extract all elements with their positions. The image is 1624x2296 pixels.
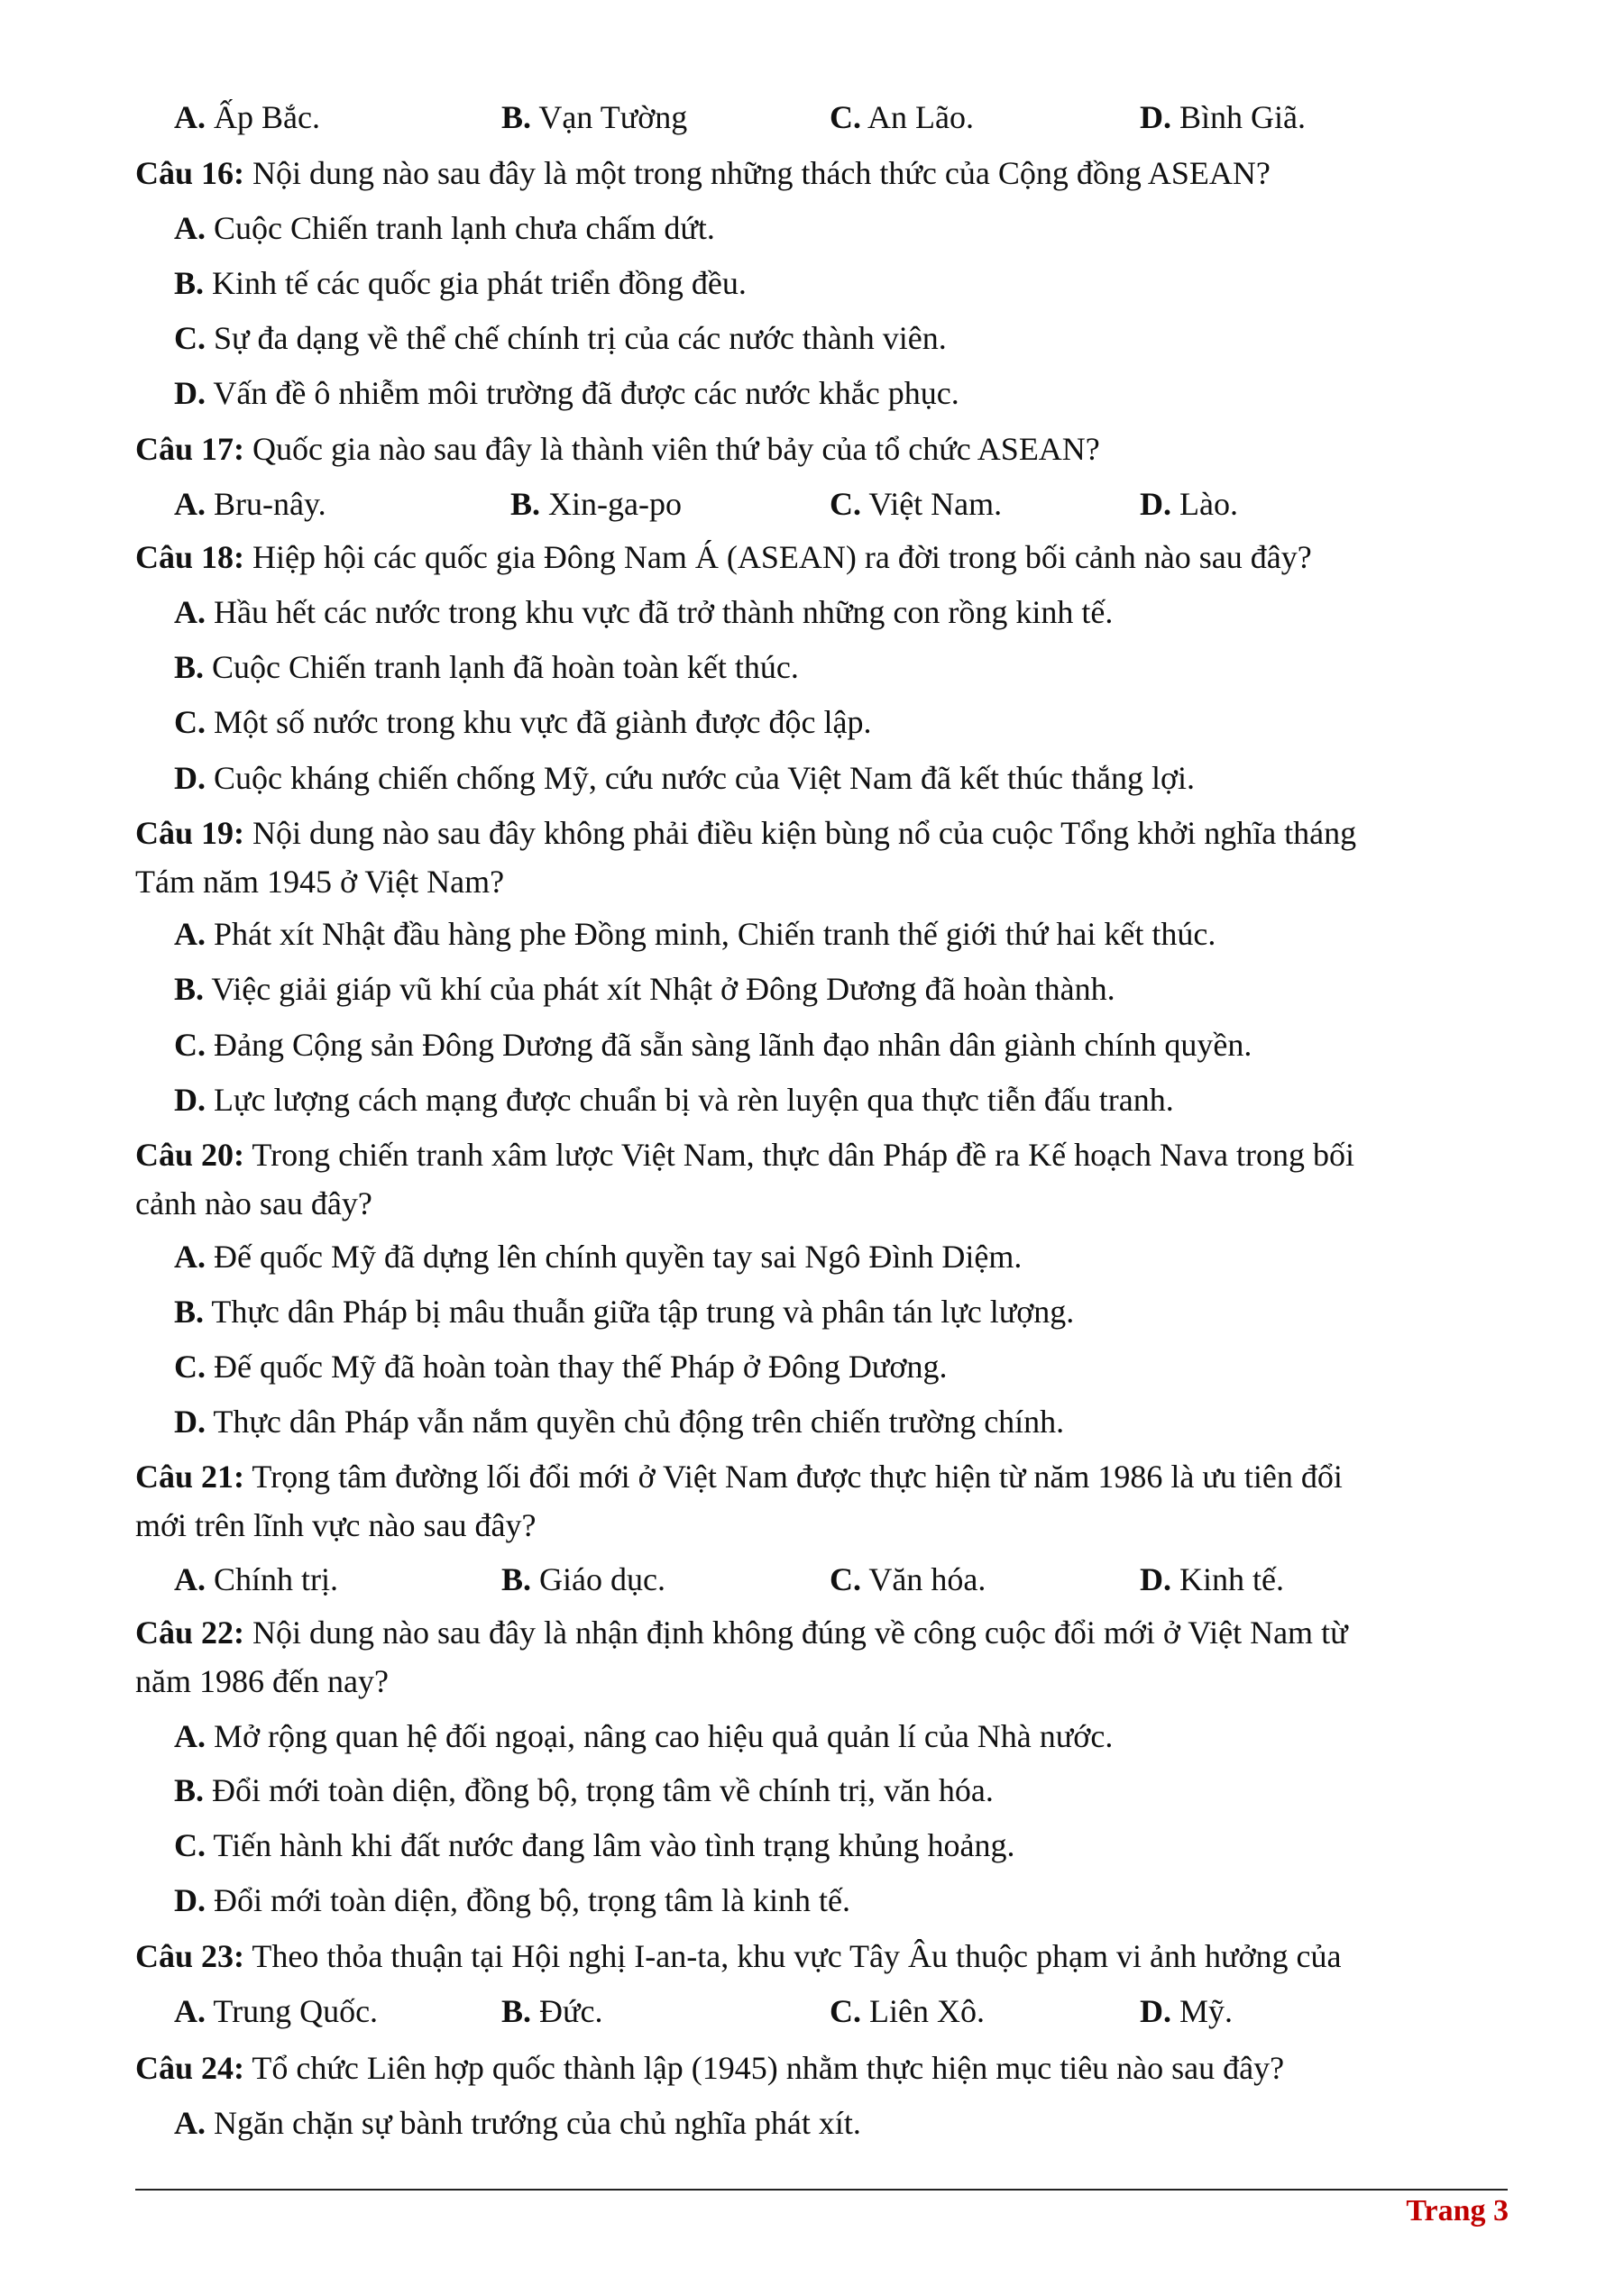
q23-option-b xyxy=(501,1991,603,2031)
q17-option-c xyxy=(830,484,1002,524)
question-19 xyxy=(135,813,1356,853)
option-letter: D. xyxy=(174,1082,206,1118)
question-text: Theo thỏa thuận tại Hội nghị I-an-ta, khu vực Tây Âu thuộc phạm vi ảnh hưởng của xyxy=(252,1938,1342,1974)
q21-option-a xyxy=(174,1560,338,1599)
q19-option-c xyxy=(174,1025,1252,1065)
q20-option-a xyxy=(174,1237,1022,1276)
option-letter: A. xyxy=(174,1239,206,1275)
option-letter: C. xyxy=(174,704,206,740)
option-text: Mỹ. xyxy=(1179,1993,1234,2029)
option-text: Xin-ga-po xyxy=(548,486,682,522)
option-letter: D. xyxy=(174,760,206,796)
option-text: Ấp Bắc. xyxy=(214,99,320,135)
option-letter: B. xyxy=(174,1772,205,1808)
question-text: Nội dung nào sau đây không phải điều kiện bùng nổ của cuộc Tổng khởi nghĩa tháng xyxy=(252,815,1357,851)
option-letter: D. xyxy=(174,1404,206,1440)
q17-option-b xyxy=(510,484,682,524)
q16-option-c xyxy=(174,318,947,358)
q23-option-d xyxy=(1140,1991,1233,2031)
q17-option-d xyxy=(1140,484,1238,524)
option-text: Cuộc Chiến tranh lạnh đã hoàn toàn kết thúc. xyxy=(212,649,799,685)
q23-option-a xyxy=(174,1991,378,2031)
question-text: Trọng tâm đường lối đổi mới ở Việt Nam được thực hiện từ năm 1986 là ưu tiên đổi xyxy=(252,1459,1343,1495)
question-text: Nội dung nào sau đây là nhận định không đúng về công cuộc đổi mới ở Việt Nam từ xyxy=(252,1615,1348,1651)
q17-option-a xyxy=(174,484,326,524)
option-letter: D. xyxy=(1140,486,1171,522)
question-22-cont: năm 1986 đến nay? xyxy=(135,1663,389,1699)
option-text: Ngăn chặn sự bành trướng của chủ nghĩa phát xít. xyxy=(214,2105,861,2141)
option-letter: C. xyxy=(174,320,206,356)
q22-option-c xyxy=(174,1825,1014,1865)
q18-option-c xyxy=(174,702,871,742)
q23-option-c xyxy=(830,1991,985,2031)
option-letter: D. xyxy=(1140,99,1171,135)
option-text: Đảng Cộng sản Đông Dương đã sẵn sàng lãnh đạo nhân dân giành chính quyền. xyxy=(214,1027,1252,1063)
question-label: Câu 20: xyxy=(135,1137,245,1173)
page-number: Trang 3 xyxy=(1406,2194,1509,2227)
q16-option-a xyxy=(174,208,715,248)
q15-option-d xyxy=(1140,97,1306,137)
option-letter: B. xyxy=(174,971,205,1007)
option-text: Đổi mới toàn diện, đồng bộ, trọng tâm về chính trị, văn hóa. xyxy=(212,1772,994,1808)
option-letter: C. xyxy=(174,1827,206,1863)
option-text: Liên Xô. xyxy=(869,1993,985,2029)
question-text: Hiệp hội các quốc gia Đông Nam Á (ASEAN) ra đời trong bối cảnh nào sau đây? xyxy=(252,539,1312,575)
q19-option-a xyxy=(174,914,1216,954)
option-text: Đổi mới toàn diện, đồng bộ, trọng tâm là kinh tế. xyxy=(214,1882,850,1918)
question-19-cont: Tám năm 1945 ở Việt Nam? xyxy=(135,864,505,900)
option-letter: D. xyxy=(1140,1993,1171,2029)
option-letter: B. xyxy=(174,649,205,685)
option-letter: C. xyxy=(174,1349,206,1385)
option-letter: B. xyxy=(174,265,205,301)
question-20-cont: cảnh nào sau đây? xyxy=(135,1185,372,1221)
option-letter: A. xyxy=(174,1993,206,2029)
option-text: Kinh tế. xyxy=(1179,1561,1284,1597)
option-letter: D. xyxy=(174,1882,206,1918)
q22-option-a xyxy=(174,1716,1113,1756)
option-letter: A. xyxy=(174,594,206,630)
q20-option-b xyxy=(174,1292,1074,1331)
option-letter: D. xyxy=(1140,1561,1171,1597)
option-text: Trung Quốc. xyxy=(213,1993,379,2029)
option-text: Việt Nam. xyxy=(868,486,1003,522)
q21-option-c xyxy=(830,1560,986,1599)
q18-option-d xyxy=(174,758,1195,798)
q16-option-d xyxy=(174,373,959,413)
question-21-cont: mới trên lĩnh vực nào sau đây? xyxy=(135,1507,537,1543)
option-text: Vạn Tường xyxy=(538,99,688,135)
option-text: Mở rộng quan hệ đối ngoại, nâng cao hiệu quả quản lí của Nhà nước. xyxy=(214,1718,1114,1754)
question-21 xyxy=(135,1457,1343,1496)
question-22 xyxy=(135,1613,1348,1652)
q15-option-b xyxy=(501,97,687,137)
q18-option-a xyxy=(174,592,1113,632)
question-label: Câu 17: xyxy=(135,431,245,467)
option-letter: C. xyxy=(174,1027,206,1063)
option-text: Đức. xyxy=(539,1993,603,2029)
option-text: Cuộc kháng chiến chống Mỹ, cứu nước của Việt Nam đã kết thúc thắng lợi. xyxy=(214,760,1195,796)
option-text: Phát xít Nhật đầu hàng phe Đồng minh, Chiến tranh thế giới thứ hai kết thúc. xyxy=(214,916,1216,952)
option-letter: A. xyxy=(174,2105,206,2141)
question-label: Câu 19: xyxy=(135,815,245,851)
option-letter: A. xyxy=(174,210,206,246)
option-text: An Lão. xyxy=(867,99,974,135)
question-label: Câu 18: xyxy=(135,539,245,575)
question-17 xyxy=(135,429,1100,469)
question-text: Trong chiến tranh xâm lược Việt Nam, thực dân Pháp đề ra Kế hoạch Nava trong bối xyxy=(252,1137,1354,1173)
option-text: Tiến hành khi đất nước đang lâm vào tình trạng khủng hoảng. xyxy=(213,1827,1015,1863)
option-letter: B. xyxy=(501,99,532,135)
option-letter: C. xyxy=(830,1993,861,2029)
q22-option-b xyxy=(174,1770,994,1810)
option-letter: A. xyxy=(174,486,206,522)
option-letter: B. xyxy=(174,1294,205,1330)
q15-option-a xyxy=(174,97,320,137)
q19-option-b xyxy=(174,969,1115,1009)
option-text: Thực dân Pháp bị mâu thuẫn giữa tập trung và phân tán lực lượng. xyxy=(211,1294,1075,1330)
option-text: Đế quốc Mỹ đã dựng lên chính quyền tay sai Ngô Đình Diệm. xyxy=(214,1239,1023,1275)
option-text: Chính trị. xyxy=(214,1561,339,1597)
q19-option-d xyxy=(174,1080,1174,1120)
option-text: Một số nước trong khu vực đã giành được độc lập. xyxy=(214,704,872,740)
q20-option-c xyxy=(174,1347,947,1386)
q20-option-d xyxy=(174,1402,1064,1441)
option-letter: A. xyxy=(174,99,206,135)
option-letter: A. xyxy=(174,1718,206,1754)
q16-option-b xyxy=(174,263,747,303)
question-24 xyxy=(135,2048,1284,2088)
question-16 xyxy=(135,153,1271,193)
option-text: Lào. xyxy=(1179,486,1238,522)
option-letter: B. xyxy=(501,1561,532,1597)
option-letter: C. xyxy=(830,1561,861,1597)
question-label: Câu 24: xyxy=(135,2050,245,2086)
option-text: Cuộc Chiến tranh lạnh chưa chấm dứt. xyxy=(214,210,715,246)
question-label: Câu 16: xyxy=(135,155,245,191)
option-letter: B. xyxy=(501,1993,532,2029)
option-text: Lực lượng cách mạng được chuẩn bị và rèn luyện qua thực tiễn đấu tranh. xyxy=(214,1082,1174,1118)
question-18 xyxy=(135,537,1312,577)
option-letter: C. xyxy=(830,99,861,135)
question-23 xyxy=(135,1936,1341,1976)
question-text: Nội dung nào sau đây là một trong những thách thức của Cộng đồng ASEAN? xyxy=(252,155,1271,191)
option-text: Giáo dục. xyxy=(539,1561,665,1597)
option-letter: C. xyxy=(830,486,861,522)
q18-option-b xyxy=(174,647,799,687)
option-text: Sự đa dạng về thể chế chính trị của các nước thành viên. xyxy=(214,320,947,356)
option-text: Kinh tế các quốc gia phát triển đồng đều. xyxy=(212,265,747,301)
q15-option-c xyxy=(830,97,974,137)
question-label: Câu 22: xyxy=(135,1615,245,1651)
option-text: Đế quốc Mỹ đã hoàn toàn thay thế Pháp ở Đông Dương. xyxy=(214,1349,948,1385)
option-text: Bru-nây. xyxy=(214,486,326,522)
question-text: Quốc gia nào sau đây là thành viên thứ bảy của tổ chức ASEAN? xyxy=(252,431,1100,467)
option-text: Hầu hết các nước trong khu vực đã trở thành những con rồng kinh tế. xyxy=(214,594,1114,630)
option-text: Thực dân Pháp vẫn nắm quyền chủ động trên chiến trường chính. xyxy=(213,1404,1065,1440)
option-letter: B. xyxy=(510,486,541,522)
option-letter: D. xyxy=(174,375,206,411)
option-text: Văn hóa. xyxy=(868,1561,986,1597)
option-text: Bình Giã. xyxy=(1179,99,1306,135)
question-text: Tổ chức Liên hợp quốc thành lập (1945) nhằm thực hiện mục tiêu nào sau đây? xyxy=(252,2050,1285,2086)
q24-option-a xyxy=(174,2103,861,2143)
question-label: Câu 21: xyxy=(135,1459,245,1495)
q21-option-d xyxy=(1140,1560,1284,1599)
q22-option-d xyxy=(174,1880,850,1920)
option-text: Vấn đề ô nhiễm môi trường đã được các nước khắc phục. xyxy=(213,375,959,411)
question-20 xyxy=(135,1135,1354,1175)
option-text: Việc giải giáp vũ khí của phát xít Nhật ở Đông Dương đã hoàn thành. xyxy=(211,971,1115,1007)
question-label: Câu 23: xyxy=(135,1938,245,1974)
q21-option-b xyxy=(501,1560,665,1599)
option-letter: A. xyxy=(174,1561,206,1597)
footer-divider xyxy=(135,2189,1508,2191)
option-letter: A. xyxy=(174,916,206,952)
